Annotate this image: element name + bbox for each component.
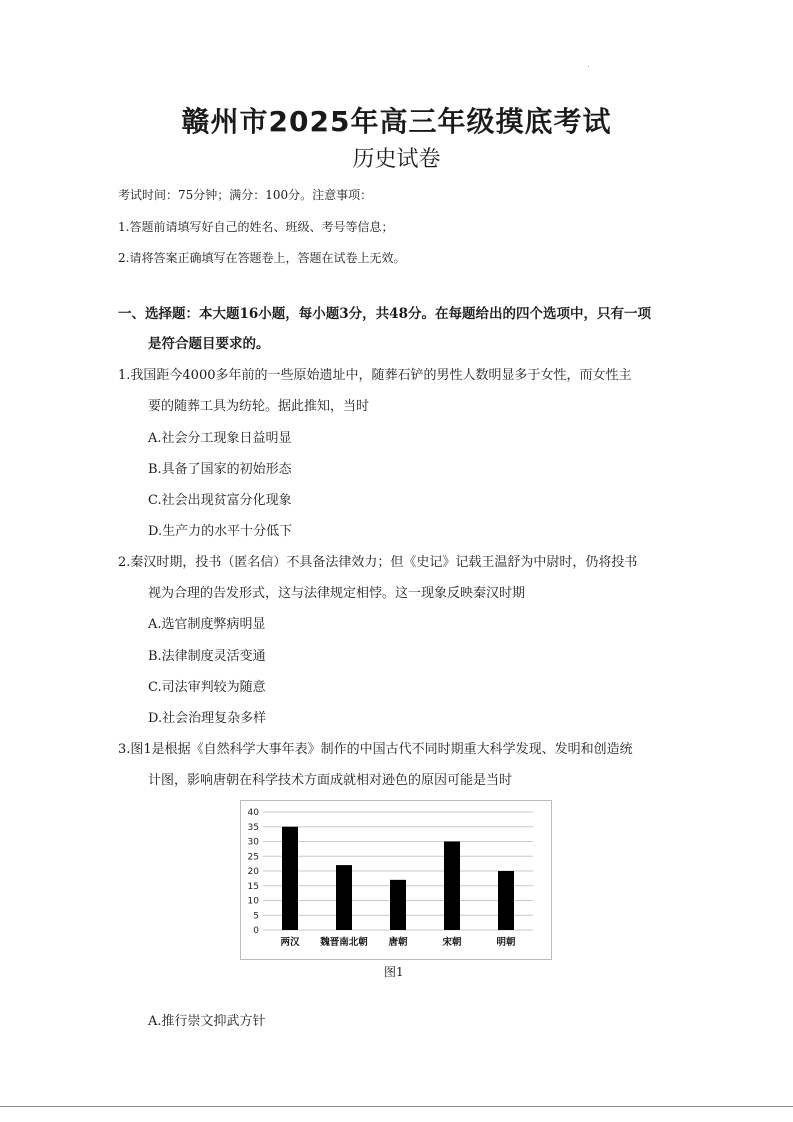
exam-subtitle: 历史试卷 [352, 147, 441, 172]
question-2-stem-line1: 2.秦汉时期，投书（匿名信）不具备法律效力；但《史记》记载王温舒为中尉时，仍将投书 [118, 555, 638, 570]
question-1-option-a: A.社会分工现象日益明显 [148, 431, 292, 446]
question-3-stem-line1: 3.图1是根据《自然科学大事年表》制作的中国古代不同时期重大科学发现、发明和创造统 [118, 742, 633, 757]
question-3-stem-line2: 计图，影响唐朝在科学技术方面成就相对逊色的原因可能是当时 [148, 773, 513, 788]
question-1-stem-line1: 1.我国距今4000多年前的一些原始遗址中，随葬石铲的男性人数明显多于女性，而女性主 [118, 368, 632, 383]
chart-bar [498, 871, 514, 930]
question-1-option-c: C.社会出现贫富分化现象 [148, 493, 292, 508]
question-1-option-b: B.具备了国家的初始形态 [148, 462, 292, 477]
question-2-option-c: C.司法审判较为随意 [148, 680, 266, 695]
scan-speck [588, 66, 589, 67]
page-bottom-rule [0, 1106, 793, 1107]
exam-title: 赣州市2025年高三年级摸底考试 [181, 105, 612, 138]
question-1-stem-line2: 要的随葬工具为纺轮。据此推知，当时 [148, 399, 370, 414]
question-2-stem-line2: 视为合理的告发形式，这与法律规定相悖。这一现象反映秦汉时期 [148, 586, 526, 601]
y-tick-label: 15 [247, 881, 259, 892]
y-tick-label: 5 [253, 911, 259, 922]
figure-1-chart [240, 800, 552, 960]
x-category-label: 明朝 [496, 937, 516, 948]
question-1-option-d: D.生产力的水平十分低下 [148, 524, 293, 539]
exam-note-time: 考试时间：75分钟；满分：100分。注意事项： [118, 188, 373, 202]
chart-bar [444, 842, 460, 931]
y-tick-label: 10 [247, 896, 259, 907]
figure-1-caption: 图1 [384, 965, 404, 979]
chart-bar [282, 827, 298, 930]
x-category-label: 两汉 [280, 937, 300, 948]
question-3-option-a: A.推行崇文抑武方针 [148, 1014, 266, 1029]
x-category-label: 唐朝 [388, 937, 408, 948]
section-heading-line2: 是符合题目要求的。 [148, 336, 270, 352]
y-tick-label: 35 [247, 822, 259, 833]
chart-bar [390, 880, 406, 930]
chart-bar [336, 865, 352, 930]
y-tick-label: 40 [247, 808, 259, 818]
y-tick-label: 20 [247, 867, 259, 877]
bar-chart-svg [241, 801, 551, 959]
question-2-option-d: D.社会治理复杂多样 [148, 711, 267, 726]
y-tick-label: 0 [253, 926, 259, 936]
question-2-option-b: B.法律制度灵活变通 [148, 649, 266, 664]
x-category-label: 魏晋南北朝 [320, 937, 368, 948]
y-tick-label: 30 [247, 837, 259, 848]
section-heading-line1: 一、选择题：本大题16小题，每小题3分，共48分。在每题给出的四个选项中，只有一项 [118, 306, 651, 322]
question-2-option-a: A.选官制度弊病明显 [148, 617, 266, 632]
y-tick-label: 25 [247, 852, 259, 863]
x-category-label: 宋朝 [442, 937, 462, 948]
exam-note-1: 1.答题前请填写好自己的姓名、班级、考号等信息； [118, 220, 394, 234]
exam-note-2: 2.请将答案正确填写在答题卷上，答题在试卷上无效。 [118, 251, 406, 265]
